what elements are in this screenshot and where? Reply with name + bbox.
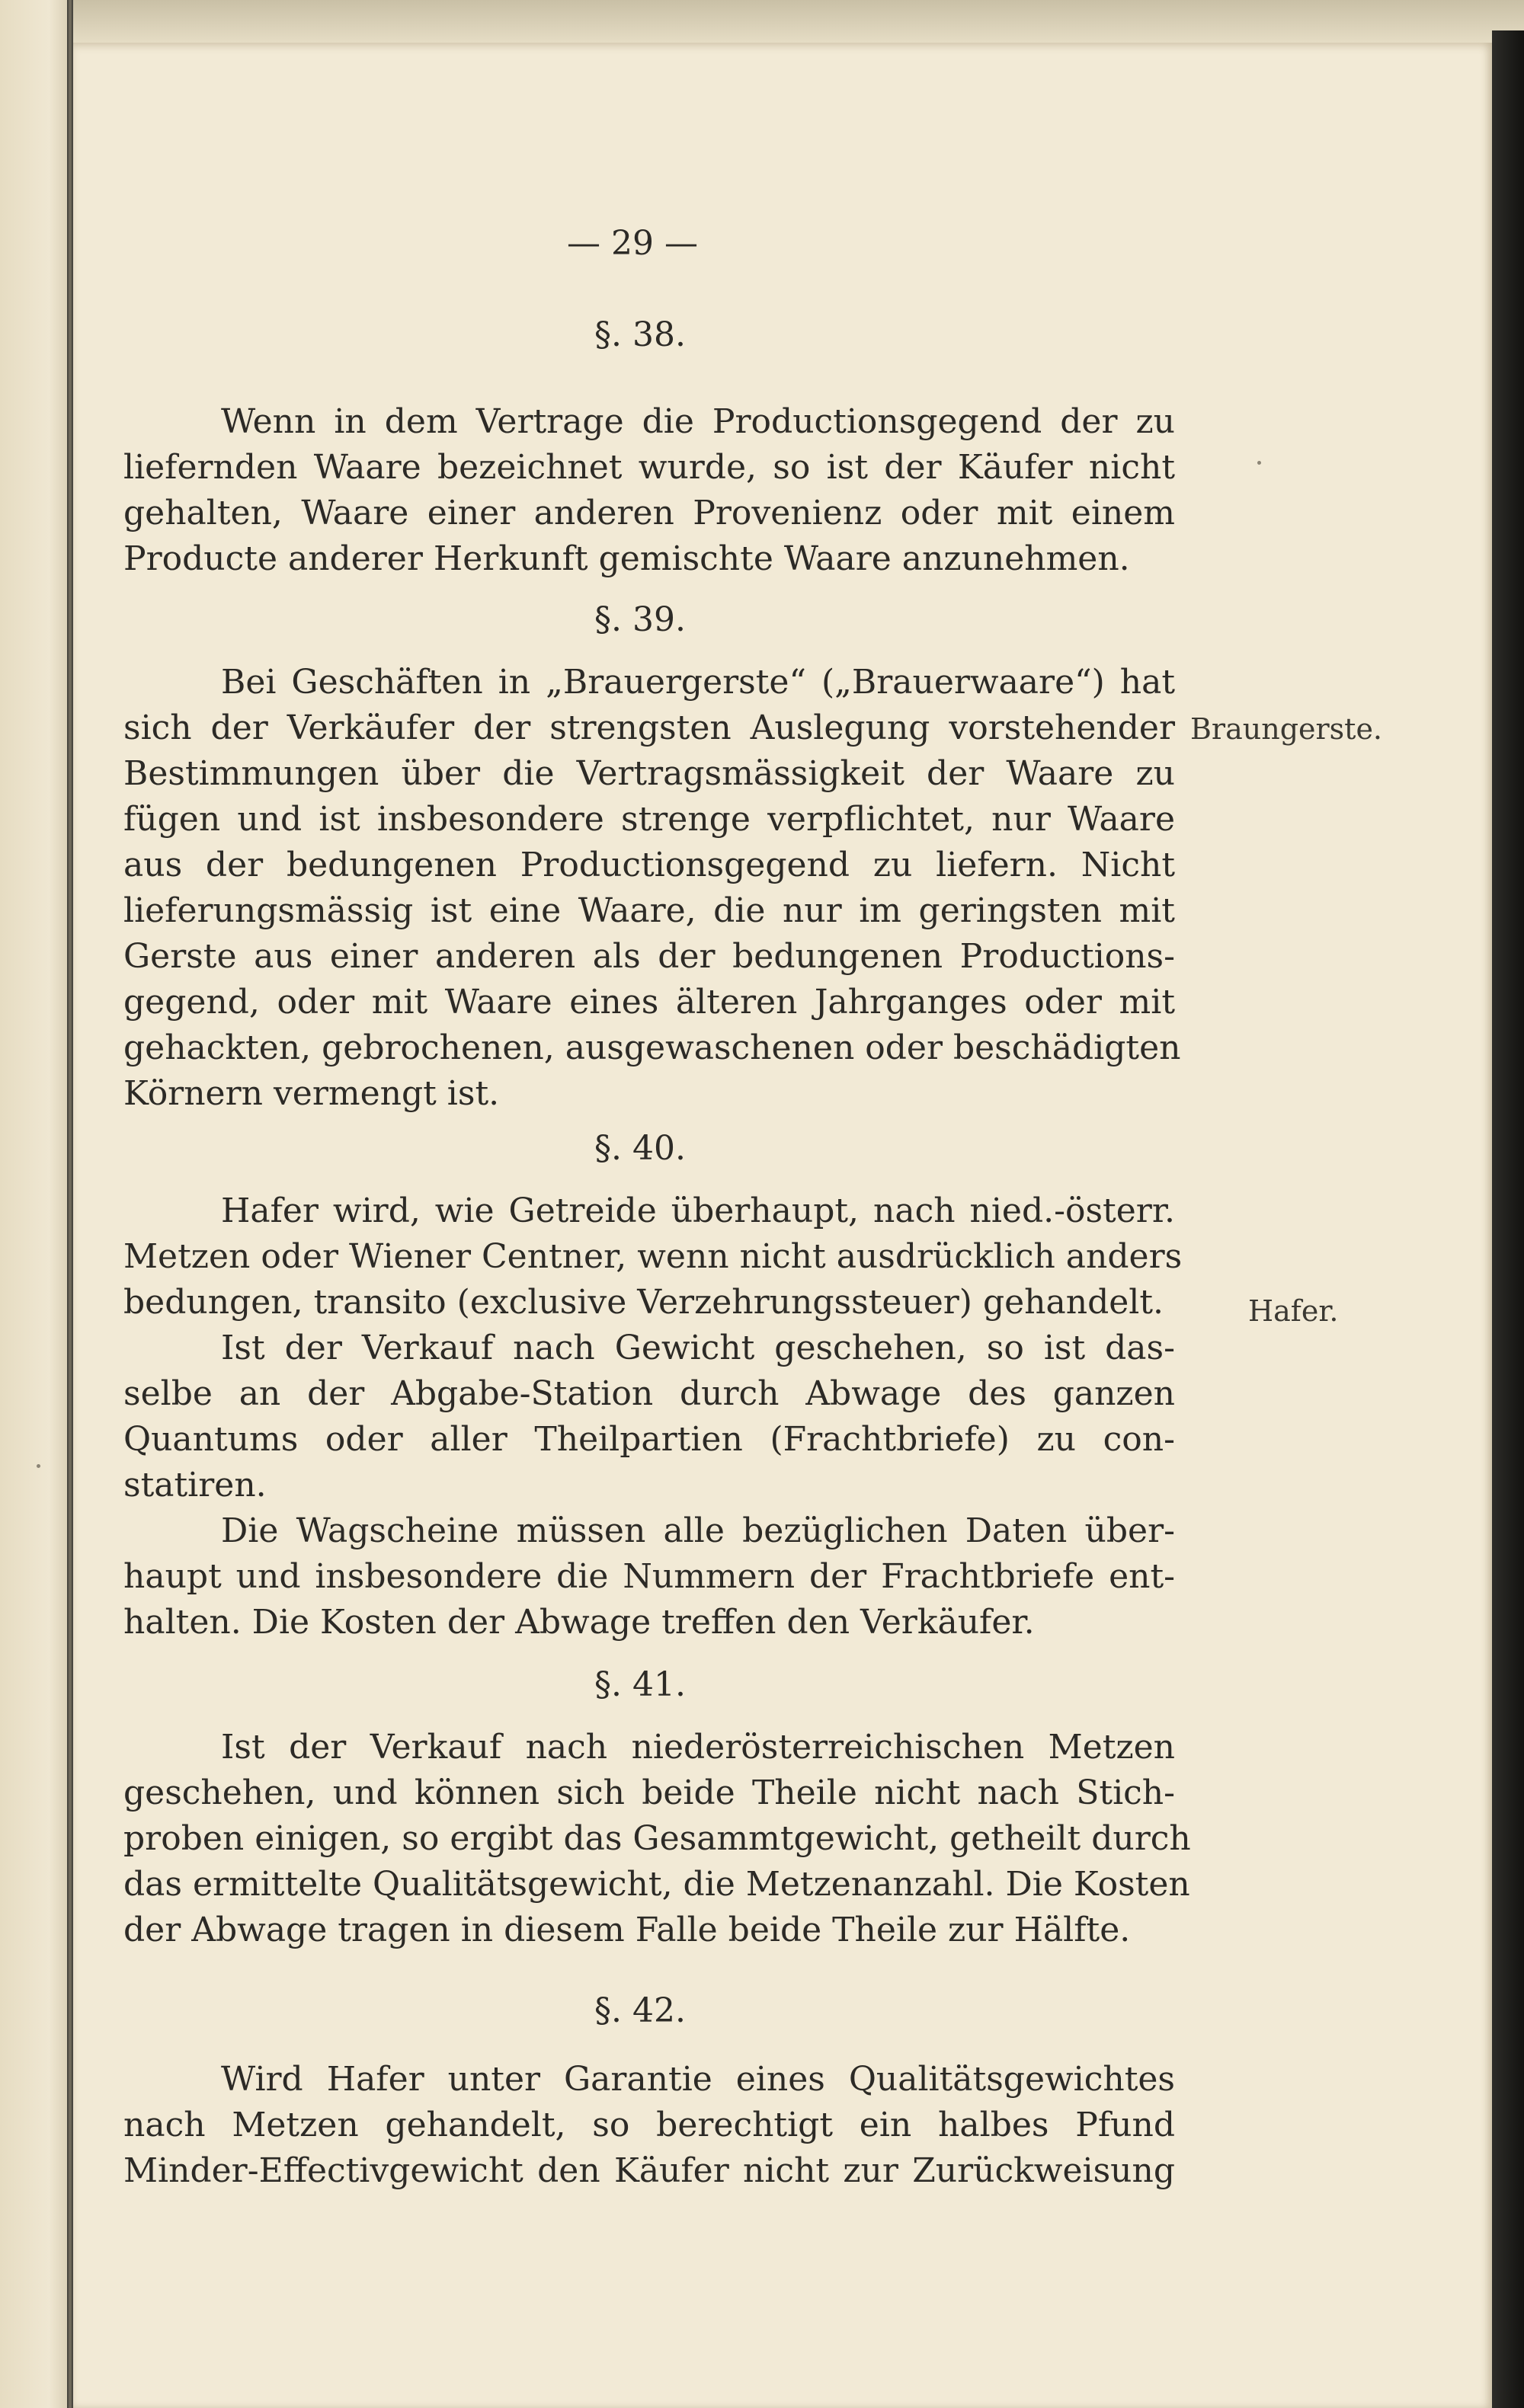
text-line: bedungen, transito (exclusive Verzehrungssteuer) gehandelt. [123,1283,1164,1322]
text-line: Ist der Verkauf nach niederösterreichischen Metzen [221,1728,1175,1767]
text-line: Producte anderer Herkunft gemischte Waare anzunehmen. [123,539,1130,578]
text-line: der Abwage tragen in diesem Falle beide Theile zur Hälfte. [123,1911,1131,1949]
top-edge [73,0,1524,43]
text-line: gehalten, Waare einer anderen Provenienz oder mit einem [123,494,1175,532]
text-line: proben einigen, so ergibt das Gesammtgewicht, getheilt durch [123,1819,1191,1858]
text-line: liefernden Waare bezeichnet wurde, so ist der Käufer nicht [123,448,1175,487]
text-line: aus der bedungenen Productionsgegend zu liefern. Nicht [123,846,1175,884]
text-line: Die Wagscheine müssen alle bezüglichen Daten über- [221,1511,1175,1550]
text-line: Metzen oder Wiener Centner, wenn nicht ausdrücklich anders [123,1237,1183,1276]
text-line: Quantums oder aller Theilpartien (Frachtbriefe) zu con- [123,1420,1175,1459]
text-line: fügen und ist insbesondere strenge verpflichtet, nur Waare [123,800,1175,839]
speck [1257,461,1261,465]
text-line: Bestimmungen über die Vertragsmässigkeit der Waare zu [123,754,1175,793]
text-line: Hafer wird, wie Getreide überhaupt, nach nied.-österr. [221,1191,1175,1230]
text-line: selbe an der Abgabe-Station durch Abwage des ganzen [123,1374,1175,1413]
text-line: das ermittelte Qualitätsgewicht, die Metzenanzahl. Die Kosten [123,1865,1190,1904]
text-line: Ist der Verkauf nach Gewicht geschehen, so ist das- [221,1329,1175,1367]
text-line: Gerste aus einer anderen als der bedungenen Productions- [123,937,1175,976]
book-spine [67,0,73,2408]
section-heading-40: §. 40. [594,1129,686,1168]
section-heading-41: §. 41. [594,1665,686,1704]
text-line: geschehen, und können sich beide Theile nicht nach Stich- [123,1773,1175,1812]
margin-note-braungerste: Braungerste. [1190,712,1383,746]
text-line: sich der Verkäufer der strengsten Auslegung vorstehender [123,708,1175,747]
text-line: gehackten, gebrochenen, ausgewaschenen oder beschädigten [123,1028,1181,1067]
right-edge-shadow [1492,30,1524,2408]
text-line: Wird Hafer unter Garantie eines Qualitätsgewichtes [221,2060,1175,2099]
text-line: Wenn in dem Vertrage die Productionsgegend der zu [221,402,1175,441]
page-number: — 29 — [567,224,698,263]
text-line: halten. Die Kosten der Abwage treffen den Verkäufer. [123,1603,1035,1642]
text-line: nach Metzen gehandelt, so berechtigt ein halbes Pfund [123,2106,1175,2144]
left-page-edge [0,0,70,2408]
section-heading-38: §. 38. [594,315,686,354]
text-line: lieferungsmässig ist eine Waare, die nur im geringsten mit [123,891,1175,930]
text-line: Körnern vermengt ist. [123,1074,500,1113]
speck [37,1464,40,1468]
text-line: statiren. [123,1466,267,1505]
text-line: Bei Geschäften in „Brauergerste“ („Brauerwaare“) hat [221,663,1175,702]
section-heading-42: §. 42. [594,1991,686,2030]
section-heading-39: §. 39. [594,600,686,639]
text-line: Minder-Effectivgewicht den Käufer nicht zur Zurückweisung [123,2151,1175,2190]
text-line: haupt und insbesondere die Nummern der Frachtbriefe ent- [123,1557,1175,1596]
text-line: gegend, oder mit Waare eines älteren Jahrganges oder mit [123,983,1175,1022]
margin-note-hafer: Hafer. [1248,1294,1339,1328]
